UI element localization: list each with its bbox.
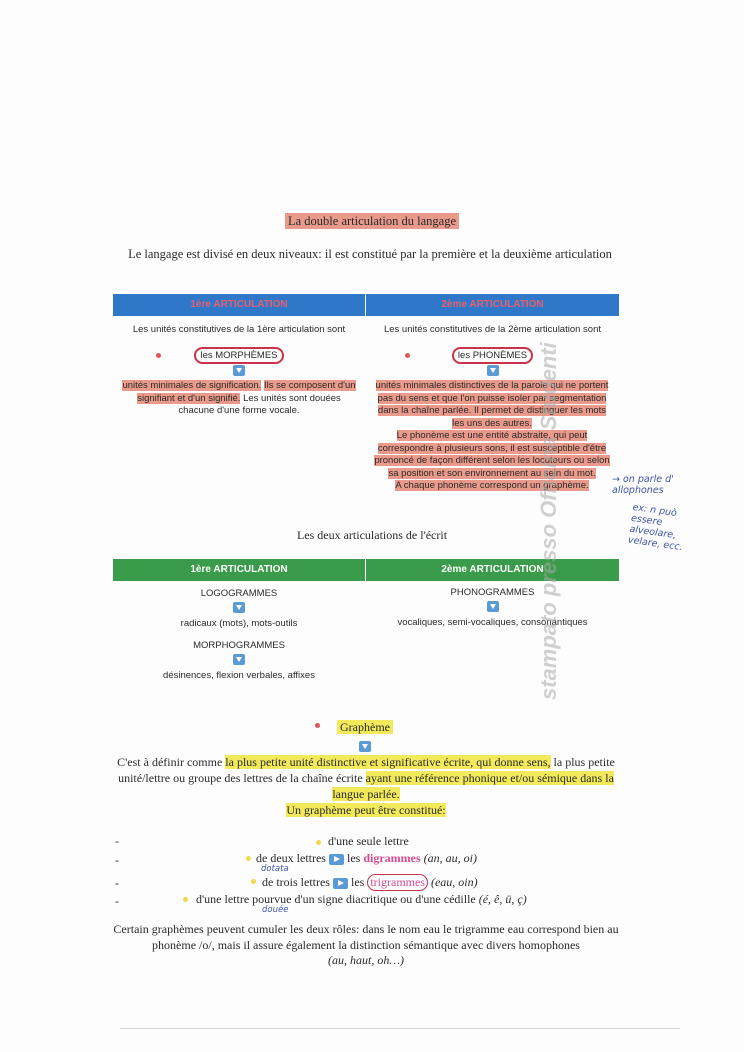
- list-item-3-mid: les: [350, 875, 365, 889]
- down-arrow-wrap: [113, 654, 365, 665]
- table2-header-right: 2ème ARTICULATION: [366, 559, 619, 581]
- phoneme-def-part2: Le phonème est une entité abstraite, qui peut correspondre à plusieurs sons, il est susceptible d'être prononcé de façon différent selon les locuteurs ou selon sa position et son environnement au sein du mot.: [374, 430, 610, 479]
- section2-title: Les deux articulations de l'écrit: [296, 528, 448, 542]
- phonemes-term-wrap: [366, 347, 619, 364]
- allophones-note: → on parle d' allophones: [612, 474, 674, 496]
- table1-right-intro: Les unités constitutives de la 2ème articulation sont: [383, 324, 602, 335]
- logogrammes-label: LOGOGRAMMES: [200, 588, 278, 599]
- grapheme-def-e: Un graphème peut être constitué:: [286, 803, 446, 817]
- dotata-note: dotata: [261, 864, 289, 874]
- phoneme-def-part1: unités minimales distinctives de la parole qui ne portent pas du sens et que l'on puisse isoler par segmentation dans la chaîne parlée. Il permet de distinguer les mots les uns des autres.: [375, 380, 609, 429]
- example-note: ex: n può essere alveolare, velare, ecc.: [627, 501, 684, 554]
- list-item-1: d'une seule lettre: [328, 834, 409, 848]
- morpheme-def-part1: unités minimales de signification.: [122, 380, 262, 391]
- logogrammes-sub: radicaux (mots), mots-outils: [180, 618, 298, 629]
- list-item-3-term: trigrammes: [367, 874, 428, 891]
- grapheme-def-b: la plus petite unité distinctive et significative écrite, qui donne sens,: [225, 755, 551, 769]
- scan-line: [120, 1028, 680, 1029]
- list-item-2-pre: de deux lettres: [256, 851, 326, 865]
- down-arrow-icon: [233, 654, 245, 665]
- phonemes-term: les PHONÈMES: [452, 347, 533, 364]
- bullet-dot: [183, 897, 188, 902]
- morphemes-term-wrap: [113, 347, 365, 364]
- grapheme-def-d: ayant une référence phonique et/ou sémique dans la langue parlée.: [332, 771, 614, 801]
- list-item-4-text: d'une lettre pourvue d'un signe diacritique ou d'une cédille: [196, 892, 476, 906]
- phoneme-definition: [374, 380, 610, 493]
- down-arrow-icon: [359, 741, 371, 752]
- down-arrow-wrap: [113, 365, 365, 376]
- list-item-4-example: (é, ê, ü, ç): [478, 892, 527, 906]
- bullet-dot: [251, 879, 256, 884]
- closing-example: (au, haut, oh…): [328, 953, 404, 967]
- grapheme-definition: [112, 754, 620, 818]
- phoneme-def-part3: A chaque phonème correspond un graphème.: [395, 480, 589, 491]
- down-arrow-icon: [233, 365, 245, 376]
- table1-left-intro: Les unités constitutives de la 1ère articulation sont: [132, 324, 346, 335]
- table2-header-left: 1ère ARTICULATION: [113, 559, 365, 581]
- grapheme-label: Graphème: [337, 720, 393, 734]
- dash: -: [115, 834, 119, 848]
- page-title: La double articulation du langage: [285, 213, 459, 229]
- dash: -: [115, 853, 119, 867]
- table1-header-left-label: 1ère ARTICULATION: [190, 299, 288, 310]
- list-item-2-mid: les: [346, 851, 361, 865]
- morpheme-def-part2: Ils se composent d'un signifiant et d'un signifié.: [137, 380, 356, 404]
- phonogrammes-sub: vocaliques, semi-vocaliques, consonantiques: [397, 617, 588, 628]
- closing-paragraph: [112, 922, 620, 969]
- morpheme-def-part3: Les unités sont douées chacune d'une forme vocale.: [178, 392, 341, 416]
- watermark: [536, 342, 562, 700]
- down-arrow-wrap: [366, 365, 619, 376]
- title-wrap: [0, 212, 744, 230]
- list-item-2-example: (an, au, oi): [423, 851, 477, 865]
- down-arrow-icon: [487, 365, 499, 376]
- morphogrammes-label: MORPHOGRAMMES: [193, 640, 285, 651]
- phonogrammes-label: PHONOGRAMMES: [450, 587, 535, 598]
- dash: -: [115, 876, 119, 890]
- dash: -: [115, 894, 119, 908]
- list-item-3: [262, 874, 478, 891]
- morphemes-term: les MORPHÈMES: [194, 347, 283, 364]
- intro-text: Le langage est divisé en deux niveaux: il est constitué par la première et la deuxième articulation: [128, 247, 612, 261]
- right-arrow-icon: [329, 854, 344, 865]
- list-item-3-example: (eau, oin): [430, 875, 478, 889]
- list-item-3-pre: de trois lettres: [262, 875, 330, 889]
- down-arrow-icon: [487, 601, 499, 612]
- watermark-text: stampato presso Officina Studenti: [536, 342, 561, 700]
- down-arrow-wrap: [113, 602, 365, 613]
- bullet-dot: [316, 840, 321, 845]
- list-item-4: [196, 892, 527, 907]
- down-arrow-icon: [233, 602, 245, 613]
- bullet-dot: [246, 856, 251, 861]
- down-arrow-wrap: [366, 601, 619, 612]
- down-arrow-wrap: [0, 737, 730, 755]
- dovee-note: douée: [262, 905, 289, 915]
- grapheme-def-a: C'est à définir comme: [117, 755, 226, 769]
- grapheme-def-c: la plus petite unité/lettre ou groupe des lettres de la chaîne écrite: [118, 755, 615, 785]
- morpheme-definition: [118, 380, 360, 418]
- list-item-2-term: digrammes: [363, 851, 421, 865]
- table1-header-right: [366, 294, 619, 316]
- morphogrammes-sub: désinences, flexion verbales, affixes: [163, 670, 315, 681]
- table1-header-right-label: 2ème ARTICULATION: [441, 299, 544, 310]
- grapheme-label-wrap: [0, 718, 730, 736]
- table1-header-left: [113, 294, 365, 316]
- closing-text: Certain graphèmes peuvent cumuler les deux rôles: dans le nom eau le trigramme eau correspond bien au phonème /o/, mais il assure également la distinction sémantique avec divers homophones: [113, 922, 619, 952]
- list-item-2: [256, 851, 477, 866]
- right-arrow-icon: [333, 878, 348, 889]
